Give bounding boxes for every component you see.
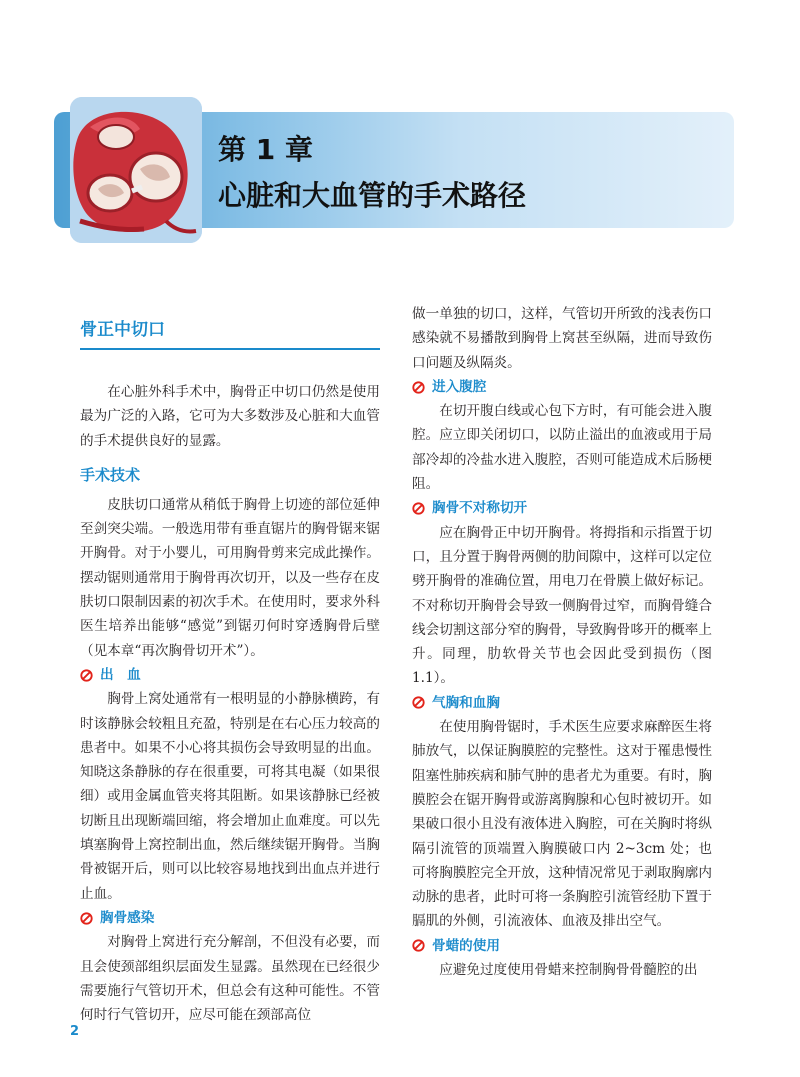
- bleeding-heading: [80, 663, 380, 687]
- asymmetric-heading: [412, 496, 712, 520]
- chapter-number: 第 1 章: [218, 133, 313, 166]
- no-entry-icon: [412, 939, 425, 952]
- no-entry-icon: [80, 912, 93, 925]
- pneumothorax-paragraph: 在使用胸骨锯时，手术医生应要求麻醉医生将肺放气，以保证胸膜腔的完整性。这对于罹患慢性阻塞性肺疾病和肺气肿的患者尤为重要。有时，胸膜腔会在锯开胸骨或游离胸腺和心包时被切开。如果破口很小且没有液体进入胸腔，可在关胸时将纵隔引流管的顶端置入胸膜破口内 2~3cm 处；也可将胸膜腔完全开放，这种情况常见于剥取胸廓内动脉的患者，此时可将一条胸腔引流管经肋下置于膈肌的外侧，引流液体、血液及排出空气。: [412, 719, 712, 930]
- abdomen-heading: [412, 375, 712, 399]
- abdomen-title: 进入腹腔: [432, 378, 487, 395]
- asymmetric-paragraph: 应在胸骨正中切开胸骨。将拇指和示指置于切口，且分置于胸骨两侧的肋间隙中，这样可以定位劈开胸骨的准确位置，用电刀在骨膜上做好标记。不对称切开胸骨会导致一侧胸骨过窄，而胸骨缝合线会切割这部分窄的胸骨，导致胸骨哆开的概率上升。同理，肋软骨关节也会因此受到损伤（图 1.1）。: [412, 524, 712, 687]
- abdomen-paragraph: 在切开腹白线或心包下方时，有可能会进入腹腔。应立即关闭切口，以防止溢出的血液或用于局部冷却的冷盐水进入腹腔，否则可能造成术后肠梗阻。: [412, 403, 712, 493]
- infection-heading: [80, 906, 380, 930]
- infection-title: 胸骨感染: [100, 909, 155, 926]
- bone-wax-paragraph: 应避免过度使用骨蜡来控制胸骨骨髓腔的出: [439, 962, 698, 979]
- bleeding-paragraph: 胸骨上窝处通常有一根明显的小静脉横跨，有时该静脉会较粗且充盈，特别是在右心压力较高的患者中。如果不小心将其损伤会导致明显的出血。知晓这条静脉的存在很重要，可将其电凝（如果很细）或用金属血管夹将其阻断。如果该静脉已经被切断且出现断端回缩，将会增加止血难度。可以先填塞胸骨上窝控制出血，然后继续锯开胸骨。当胸骨被锯开后，则可以比较容易地找到出血点并进行止血。: [80, 691, 380, 902]
- bone-wax-title: 骨蜡的使用: [432, 937, 500, 954]
- no-entry-icon: [412, 696, 425, 709]
- infection-paragraph: 对胸骨上窝进行充分解剖，不但没有必要，而且会使颈部组织层面发生显露。虽然现在已经很少需要施行气管切开术，但总会有这种可能性。不管何时行气管切开，应尽可能在颈部高位: [80, 934, 380, 1024]
- pneumothorax-title: 气胸和血胸: [432, 694, 500, 711]
- page-number: 2: [70, 1024, 80, 1039]
- asymmetric-title: 胸骨不对称切开: [432, 500, 528, 517]
- no-entry-icon: [412, 502, 425, 515]
- bone-wax-heading: [412, 934, 712, 958]
- bleeding-title: 出 血: [100, 666, 141, 683]
- continuation-paragraph: 做一单独的切口，这样，气管切开所致的浅表伤口感染就不易播散到胸骨上窝甚至纵隔，进而导致伤口问题及纵隔炎。: [412, 306, 712, 371]
- no-entry-icon: [412, 381, 425, 394]
- chapter-title: 心脏和大血管的手术路径: [218, 179, 527, 212]
- heart-illustration: [70, 97, 202, 243]
- right-column: [412, 302, 712, 982]
- intro-paragraph: 在心脏外科手术中，胸骨正中切口仍然是使用最为广泛的入路，它可为大多数涉及心脏和大血管的手术提供良好的显露。: [80, 384, 380, 449]
- no-entry-icon: [80, 669, 93, 682]
- left-column: [80, 318, 380, 1027]
- technique-heading: 手术技术: [80, 465, 141, 484]
- section-title: 骨正中切口: [80, 318, 380, 350]
- technique-paragraph: 皮肤切口通常从稍低于胸骨上切迹的部位延伸至剑突尖端。一般选用带有垂直锯片的胸骨锯来锯开胸骨。对于小婴儿，可用胸骨剪来完成此操作。摆动锯则通常用于胸骨再次切开，以及一些存在皮肤切口限制因素的初次手术。在使用时，要求外科医生培养出能够“感觉”到锯刃何时穿透胸骨后壁（见本章“再次胸骨切开术”）。: [80, 496, 380, 659]
- pneumothorax-heading: [412, 691, 712, 715]
